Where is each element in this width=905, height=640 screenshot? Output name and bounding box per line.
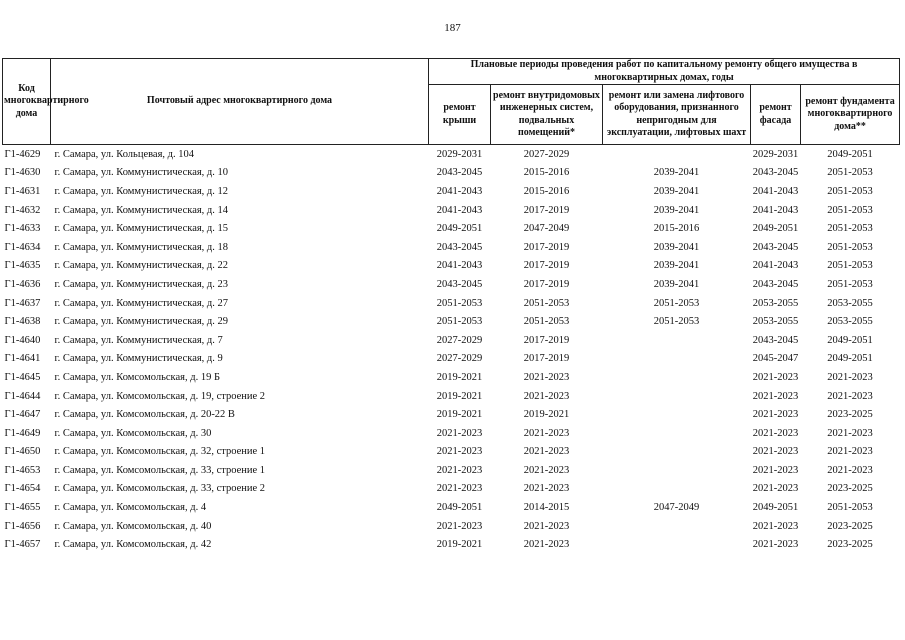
cell-code: Г1-4640 — [4, 334, 41, 346]
cell-lift — [603, 517, 751, 536]
cell-address: г. Самара, ул. Комсомольская, д. 4 — [54, 502, 207, 514]
cell-code: Г1-4637 — [4, 297, 41, 309]
cell-foundation: 2023-2025 — [827, 483, 873, 495]
cell-systems: 2051-2053 — [523, 297, 570, 309]
cell-code: Г1-4641 — [4, 353, 41, 365]
cell-facade: 2053-2055 — [752, 297, 799, 309]
cell-facade: 2021-2023 — [752, 483, 799, 495]
cell-foundation: 2049-2051 — [827, 334, 873, 346]
cell-foundation: 2053-2055 — [827, 297, 873, 309]
cell-systems: 2017-2019 — [523, 260, 570, 272]
cell-systems: 2021-2023 — [523, 520, 570, 532]
cell-roof: 2021-2023 — [436, 483, 483, 495]
cell-lift: 2047-2049 — [653, 502, 700, 514]
cell-lift: 2051-2053 — [653, 297, 700, 309]
cell-systems: 2019-2021 — [523, 409, 570, 421]
cell-roof: 2041-2043 — [436, 260, 483, 272]
cell-foundation: 2051-2053 — [827, 167, 873, 179]
cell-code: Г1-4644 — [4, 390, 41, 402]
cell-lift: 2039-2041 — [653, 185, 700, 197]
cell-lift: 2039-2041 — [653, 167, 700, 179]
cell-facade: 2021-2023 — [752, 446, 799, 458]
cell-facade: 2043-2045 — [752, 278, 799, 290]
cell-foundation: 2049-2051 — [827, 353, 873, 365]
cell-foundation: 2051-2053 — [827, 502, 873, 514]
cell-address: г. Самара, ул. Комсомольская, д. 32, строение 1 — [54, 446, 266, 458]
cell-code: Г1-4631 — [4, 185, 41, 197]
cell-facade: 2021-2023 — [752, 409, 799, 421]
table-row — [3, 331, 900, 350]
table-row — [3, 312, 900, 331]
cell-lift — [603, 424, 751, 443]
cell-address: г. Самара, ул. Комсомольская, д. 40 — [54, 520, 212, 532]
cell-foundation: 2021-2023 — [827, 446, 873, 458]
cell-systems: 2021-2023 — [523, 371, 570, 383]
cell-systems: 2047-2049 — [523, 223, 570, 235]
cell-lift: 2039-2041 — [653, 260, 700, 272]
cell-foundation: 2021-2023 — [827, 464, 873, 476]
cell-foundation: 2051-2053 — [827, 278, 873, 290]
table-row — [3, 517, 900, 536]
cell-foundation: 2023-2025 — [827, 409, 873, 421]
cell-address: г. Самара, ул. Коммунистическая, д. 12 — [54, 185, 229, 197]
cell-roof: 2041-2043 — [436, 185, 483, 197]
cell-code: Г1-4635 — [4, 260, 41, 272]
cell-address: г. Самара, ул. Коммунистическая, д. 15 — [54, 223, 229, 235]
cell-systems: 2021-2023 — [523, 483, 570, 495]
cell-roof: 2043-2045 — [436, 241, 483, 253]
cell-lift: 2051-2053 — [653, 316, 700, 328]
cell-facade: 2021-2023 — [752, 390, 799, 402]
cell-facade: 2049-2051 — [752, 502, 799, 514]
cell-address: г. Самара, ул. Комсомольская, д. 19 Б — [54, 371, 220, 383]
cell-foundation: 2021-2023 — [827, 371, 873, 383]
cell-foundation: 2051-2053 — [827, 185, 873, 197]
header-systems: ремонт внутридомовых инженерных систем, подвальных помещений* — [491, 85, 603, 145]
cell-address: г. Самара, ул. Комсомольская, д. 20-22 В — [54, 409, 235, 421]
cell-lift — [603, 331, 751, 350]
cell-facade: 2021-2023 — [752, 427, 799, 439]
table-row — [3, 294, 900, 313]
cell-lift — [603, 387, 751, 406]
page-number: 187 — [444, 22, 461, 34]
cell-address: г. Самара, ул. Коммунистическая, д. 23 — [54, 278, 229, 290]
cell-facade: 2043-2045 — [752, 241, 799, 253]
table-row — [3, 145, 900, 164]
cell-roof: 2019-2021 — [436, 390, 483, 402]
cell-address: г. Самара, ул. Коммунистическая, д. 9 — [54, 353, 223, 365]
cell-foundation: 2021-2023 — [827, 427, 873, 439]
cell-address: г. Самара, ул. Комсомольская, д. 42 — [54, 539, 212, 551]
cell-foundation: 2051-2053 — [827, 260, 873, 272]
table-row — [3, 350, 900, 369]
table-row — [3, 275, 900, 294]
cell-facade: 2049-2051 — [752, 223, 799, 235]
cell-foundation: 2023-2025 — [827, 520, 873, 532]
cell-systems: 2017-2019 — [523, 204, 570, 216]
cell-systems: 2021-2023 — [523, 539, 570, 551]
cell-roof: 2043-2045 — [436, 167, 483, 179]
cell-facade: 2041-2043 — [752, 204, 799, 216]
table-row — [3, 461, 900, 480]
cell-roof: 2051-2053 — [436, 316, 483, 328]
header-foundation: ремонт фундамента многоквартирного дома** — [801, 85, 900, 145]
cell-facade: 2041-2043 — [752, 260, 799, 272]
cell-code: Г1-4636 — [4, 278, 41, 290]
cell-address: г. Самара, ул. Комсомольская, д. 30 — [54, 427, 212, 439]
cell-code: Г1-4655 — [4, 502, 41, 514]
cell-code: Г1-4656 — [4, 520, 41, 532]
cell-address: г. Самара, ул. Комсомольская, д. 19, строение 2 — [54, 390, 266, 402]
table-row — [3, 498, 900, 517]
table-row — [3, 368, 900, 387]
cell-foundation: 2049-2051 — [827, 148, 873, 160]
cell-foundation: 2021-2023 — [827, 390, 873, 402]
cell-facade: 2021-2023 — [752, 539, 799, 551]
table-row — [3, 201, 900, 220]
table-row — [3, 535, 900, 554]
cell-foundation: 2053-2055 — [827, 316, 873, 328]
table-body — [3, 145, 900, 555]
cell-facade: 2041-2043 — [752, 185, 799, 197]
cell-foundation: 2051-2053 — [827, 204, 873, 216]
cell-roof: 2043-2045 — [436, 278, 483, 290]
cell-lift — [603, 480, 751, 499]
cell-roof: 2019-2021 — [436, 539, 483, 551]
cell-foundation: 2023-2025 — [827, 539, 873, 551]
cell-lift — [603, 368, 751, 387]
cell-roof: 2019-2021 — [436, 409, 483, 421]
header-group: Плановые периоды проведения работ по капитальному ремонту общего имущества в многоквартирных домах, годы — [429, 59, 900, 85]
cell-systems: 2017-2019 — [523, 353, 570, 365]
cell-facade: 2021-2023 — [752, 464, 799, 476]
cell-systems: 2015-2016 — [523, 185, 570, 197]
cell-code: Г1-4649 — [4, 427, 41, 439]
cell-address: г. Самара, ул. Коммунистическая, д. 7 — [54, 334, 223, 346]
cell-lift: 2039-2041 — [653, 204, 700, 216]
cell-address: г. Самара, ул. Коммунистическая, д. 10 — [54, 167, 229, 179]
cell-address: г. Самара, ул. Коммунистическая, д. 29 — [54, 316, 229, 328]
cell-systems: 2014-2015 — [523, 502, 570, 514]
header-facade: ремонт фасада — [751, 85, 801, 145]
cell-code: Г1-4629 — [4, 148, 41, 160]
cell-facade: 2029-2031 — [752, 148, 799, 160]
cell-lift — [603, 461, 751, 480]
cell-systems: 2027-2029 — [523, 148, 570, 160]
header-roof: ремонт крыши — [429, 85, 491, 145]
cell-address: г. Самара, ул. Комсомольская, д. 33, строение 2 — [54, 483, 266, 495]
table-row — [3, 443, 900, 462]
cell-lift — [603, 405, 751, 424]
cell-address: г. Самара, ул. Комсомольская, д. 33, строение 1 — [54, 464, 266, 476]
cell-systems: 2021-2023 — [523, 446, 570, 458]
cell-lift: 2039-2041 — [653, 278, 700, 290]
header-code: Код многоквартирного дома — [3, 59, 51, 145]
cell-facade: 2043-2045 — [752, 167, 799, 179]
cell-roof: 2021-2023 — [436, 427, 483, 439]
cell-systems: 2017-2019 — [523, 334, 570, 346]
cell-code: Г1-4657 — [4, 539, 41, 551]
cell-lift — [603, 443, 751, 462]
cell-roof: 2021-2023 — [436, 464, 483, 476]
cell-lift: 2015-2016 — [653, 223, 700, 235]
cell-facade: 2021-2023 — [752, 371, 799, 383]
cell-roof: 2027-2029 — [436, 334, 483, 346]
cell-roof: 2021-2023 — [436, 520, 483, 532]
cell-code: Г1-4630 — [4, 167, 41, 179]
repair-schedule-table — [2, 58, 900, 554]
cell-foundation: 2051-2053 — [827, 241, 873, 253]
cell-facade: 2043-2045 — [752, 334, 799, 346]
cell-systems: 2021-2023 — [523, 427, 570, 439]
cell-roof: 2019-2021 — [436, 371, 483, 383]
cell-address: г. Самара, ул. Коммунистическая, д. 18 — [54, 241, 229, 253]
cell-lift — [603, 145, 751, 164]
cell-roof: 2021-2023 — [436, 446, 483, 458]
cell-code: Г1-4654 — [4, 483, 41, 495]
cell-address: г. Самара, ул. Коммунистическая, д. 14 — [54, 204, 229, 216]
cell-roof: 2049-2051 — [436, 502, 483, 514]
cell-facade: 2021-2023 — [752, 520, 799, 532]
table-row — [3, 387, 900, 406]
table-row — [3, 164, 900, 183]
cell-roof: 2041-2043 — [436, 204, 483, 216]
table-row — [3, 238, 900, 257]
table-row — [3, 257, 900, 276]
cell-systems: 2017-2019 — [523, 278, 570, 290]
cell-address: г. Самара, ул. Коммунистическая, д. 22 — [54, 260, 229, 272]
header-lift: ремонт или замена лифтового оборудования, признанного непригодным для эксплуатации, лифтовых шахт — [603, 85, 751, 145]
cell-systems: 2021-2023 — [523, 390, 570, 402]
cell-address: г. Самара, ул. Коммунистическая, д. 27 — [54, 297, 229, 309]
cell-systems: 2051-2053 — [523, 316, 570, 328]
cell-systems: 2017-2019 — [523, 241, 570, 253]
cell-lift — [603, 350, 751, 369]
cell-roof: 2049-2051 — [436, 223, 483, 235]
cell-code: Г1-4650 — [4, 446, 41, 458]
table-row — [3, 182, 900, 201]
cell-code: Г1-4638 — [4, 316, 41, 328]
cell-code: Г1-4632 — [4, 204, 41, 216]
table-row — [3, 405, 900, 424]
cell-lift: 2039-2041 — [653, 241, 700, 253]
cell-address: г. Самара, ул. Кольцевая, д. 104 — [54, 148, 195, 160]
cell-facade: 2053-2055 — [752, 316, 799, 328]
cell-lift — [603, 535, 751, 554]
table-row — [3, 480, 900, 499]
cell-code: Г1-4647 — [4, 409, 41, 421]
cell-roof: 2029-2031 — [436, 148, 483, 160]
table-row — [3, 219, 900, 238]
cell-code: Г1-4634 — [4, 241, 41, 253]
table-row — [3, 424, 900, 443]
cell-code: Г1-4645 — [4, 371, 41, 383]
cell-roof: 2051-2053 — [436, 297, 483, 309]
table-header — [3, 59, 900, 145]
cell-code: Г1-4633 — [4, 223, 41, 235]
cell-facade: 2045-2047 — [752, 353, 799, 365]
cell-code: Г1-4653 — [4, 464, 41, 476]
cell-roof: 2027-2029 — [436, 353, 483, 365]
cell-foundation: 2051-2053 — [827, 223, 873, 235]
cell-systems: 2021-2023 — [523, 464, 570, 476]
header-address: Почтовый адрес многоквартирного дома — [51, 59, 429, 145]
cell-systems: 2015-2016 — [523, 167, 570, 179]
